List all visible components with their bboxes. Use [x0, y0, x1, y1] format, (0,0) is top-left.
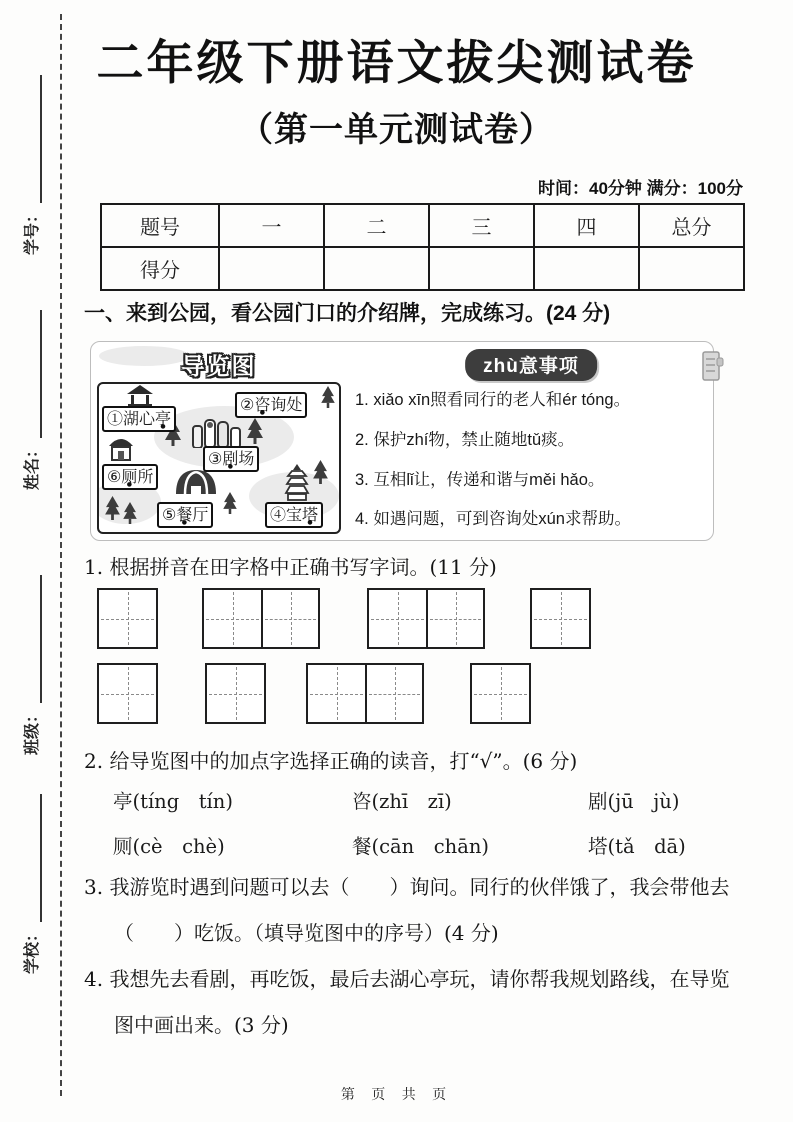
writing-grid: [367, 588, 485, 649]
notice-panel: [349, 342, 713, 538]
tree-icon: [223, 492, 237, 514]
toilet-icon: [107, 436, 135, 462]
class-label: 班级：: [24, 706, 41, 755]
park-map: [93, 344, 345, 538]
score-table-header-row: [101, 204, 744, 247]
map-title: 导览图: [181, 353, 257, 379]
writing-cell[interactable]: [532, 590, 589, 647]
writing-grid: [470, 663, 531, 724]
school-line[interactable]: [24, 794, 42, 922]
writing-grid: [97, 663, 158, 724]
tree-icon: [105, 496, 120, 520]
tree-icon: [313, 460, 328, 484]
map-label-info-desk: ②咨 ●询处: [235, 392, 307, 418]
page-subtitle: （第一单元测试卷）: [239, 111, 554, 149]
notice-item-2: 2. 保护zhí物，禁止随地tǔ痰。: [355, 431, 575, 449]
map-label-lakeside-pavilion: ①湖心亭 ●: [102, 406, 176, 432]
score-header-2: 二: [324, 204, 429, 247]
theater-icon: [191, 416, 243, 448]
student-id-label: 学号：: [24, 206, 41, 255]
q2-option-zi[interactable]: 咨(zhī zī): [352, 790, 452, 813]
writing-cell[interactable]: [426, 590, 483, 647]
question-3-text: 3. 我游览时遇到问题可以去（ ）询问。同行的伙伴饿了，我会带他去（ ）吃饭。（填导览图中的序号）(4 分): [84, 875, 730, 945]
writing-grid: [202, 588, 320, 649]
map-label-toilet: ⑥厕 ●所: [102, 464, 158, 490]
q2-option-ju[interactable]: 剧(jū jù): [588, 790, 680, 813]
question-2-text: 2. 给导览图中的加点字选择正确的读音，打“√”。(6 分): [84, 749, 578, 773]
notice-item-3: 3. 互相lǐ让，传递和谐与měi hǎo。: [355, 471, 605, 489]
score-header-total: 总分: [639, 204, 744, 247]
notice-item-1: 1. xiǎo xīn照看同行的老人和ér tóng。: [355, 391, 631, 409]
writing-grid: [97, 588, 158, 649]
notice-item-4: 4. 如遇问题，可到咨询处xún求帮助。: [355, 510, 631, 528]
class-field: [18, 575, 42, 755]
q2-option-ta[interactable]: 塔(tǎ dā): [588, 835, 686, 858]
question-1-text: 1. 根据拼音在田字格中正确书写字词。(11 分): [84, 555, 497, 579]
section1-heading: 一、来到公园，看公园门口的介绍牌，完成练习。(24 分): [84, 302, 611, 325]
q2-option-can[interactable]: 餐(cān chān): [352, 835, 489, 858]
name-line[interactable]: [24, 310, 42, 438]
scroll-icon: [699, 350, 725, 384]
time-score-meta: 时间：40分钟 满分：100分: [538, 179, 743, 198]
score-cell-3[interactable]: [429, 247, 534, 290]
page-title: 二年级下册语文拔尖测试卷: [96, 36, 697, 89]
score-row-label: 得分: [101, 247, 219, 290]
pavilion-icon: [125, 385, 155, 407]
pagoda-icon: [283, 464, 311, 502]
writing-cell[interactable]: [308, 665, 365, 722]
score-header-3: 三: [429, 204, 534, 247]
tree-icon: [321, 386, 335, 408]
notice-title: zhù意事项: [465, 349, 597, 381]
writing-cell[interactable]: [204, 590, 261, 647]
score-cell-1[interactable]: [219, 247, 324, 290]
writing-cell[interactable]: [207, 665, 264, 722]
score-table-score-row: [101, 247, 744, 290]
map-label-pagoda: ④宝塔 ●: [265, 502, 323, 528]
class-line[interactable]: [24, 575, 42, 703]
score-header-tihao: 题号: [101, 204, 219, 247]
page-footer: 第 页 共 页: [340, 1087, 453, 1103]
school-field: [18, 794, 42, 974]
map-drawing-area[interactable]: [97, 382, 341, 534]
name-field: [18, 310, 42, 490]
writing-cell[interactable]: [99, 590, 156, 647]
writing-cell[interactable]: [369, 590, 426, 647]
writing-grid: [306, 663, 424, 724]
writing-grid: [530, 588, 591, 649]
map-label-theater: ③剧 ●场: [203, 446, 259, 472]
writing-cell[interactable]: [472, 665, 529, 722]
writing-grid: [205, 663, 266, 724]
intro-panel: [90, 341, 714, 541]
score-table: [100, 203, 745, 291]
score-header-1: 一: [219, 204, 324, 247]
school-label: 学校：: [24, 925, 41, 974]
score-cell-2[interactable]: [324, 247, 429, 290]
writing-cell[interactable]: [99, 665, 156, 722]
map-label-restaurant: ⑤餐 ●厅: [157, 502, 213, 528]
score-cell-4[interactable]: [534, 247, 639, 290]
score-cell-total[interactable]: [639, 247, 744, 290]
tree-icon: [123, 502, 137, 524]
margin-dashed-line: [60, 14, 62, 1096]
question-4-text: 4. 我想先去看剧，再吃饭，最后去湖心亭玩，请你帮我规划路线，在导览图中画出来。(3 分): [84, 967, 730, 1037]
q2-option-ce[interactable]: 厕(cè chè): [113, 835, 225, 858]
q2-option-ting[interactable]: 亭(tíng tín): [113, 790, 233, 813]
name-label: 姓名：: [24, 441, 41, 490]
writing-cell[interactable]: [261, 590, 318, 647]
writing-cell[interactable]: [365, 665, 422, 722]
score-header-4: 四: [534, 204, 639, 247]
